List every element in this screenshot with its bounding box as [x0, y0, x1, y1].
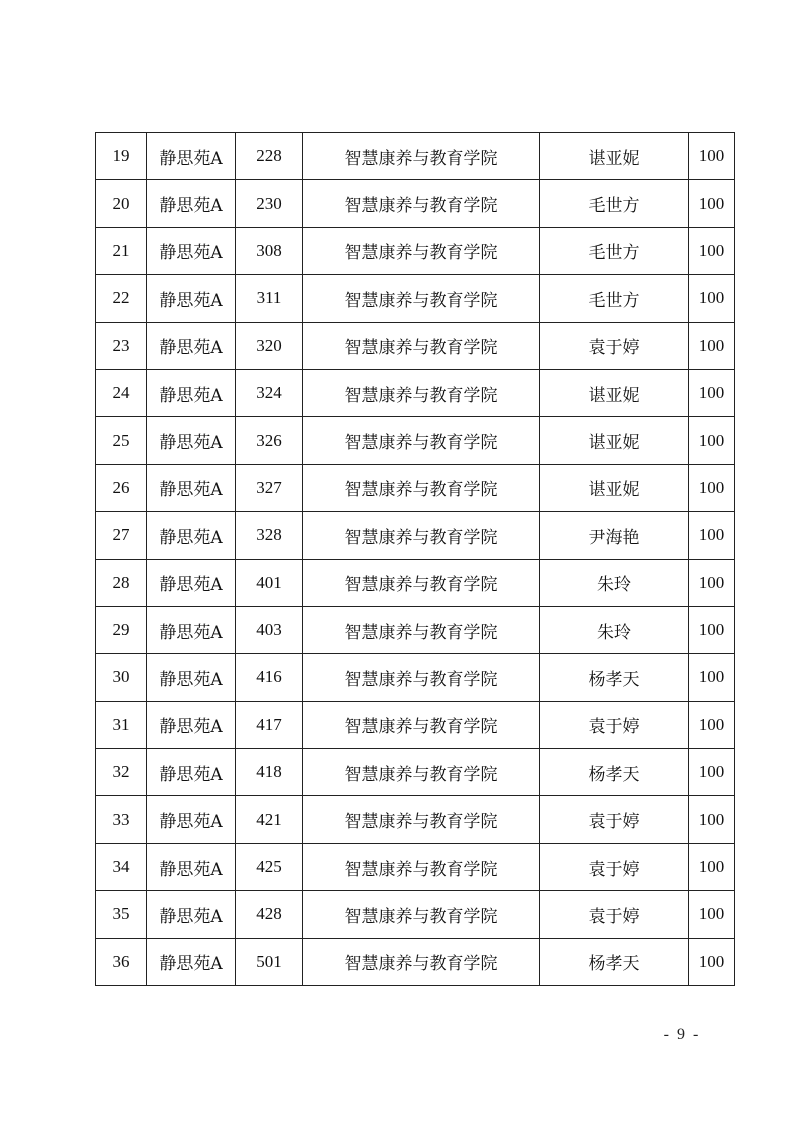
- score-cell: 100: [689, 938, 735, 985]
- room-number-cell: 324: [236, 369, 303, 416]
- table-row: [96, 133, 735, 180]
- score-cell: 100: [689, 796, 735, 843]
- building-cell: 静思苑A: [147, 369, 236, 416]
- room-number-cell: 416: [236, 654, 303, 701]
- college-cell: 智慧康养与教育学院: [303, 133, 540, 180]
- college-cell: 智慧康养与教育学院: [303, 417, 540, 464]
- room-number-cell: 230: [236, 180, 303, 227]
- table-row: [96, 227, 735, 274]
- score-cell: 100: [689, 133, 735, 180]
- person-name-cell: 谌亚妮: [540, 464, 689, 511]
- building-cell: 静思苑A: [147, 464, 236, 511]
- table-row: [96, 322, 735, 369]
- table-row: [96, 180, 735, 227]
- room-number-cell: 326: [236, 417, 303, 464]
- room-number-cell: 327: [236, 464, 303, 511]
- room-number-cell: 425: [236, 843, 303, 890]
- room-number-cell: 501: [236, 938, 303, 985]
- college-cell: 智慧康养与教育学院: [303, 512, 540, 559]
- person-name-cell: 袁于婷: [540, 891, 689, 938]
- table-row: [96, 843, 735, 890]
- building-cell: 静思苑A: [147, 417, 236, 464]
- dormitory-score-table: [95, 132, 735, 986]
- building-cell: 静思苑A: [147, 322, 236, 369]
- row-number-cell: 19: [96, 133, 147, 180]
- building-cell: 静思苑A: [147, 559, 236, 606]
- person-name-cell: 杨孝天: [540, 749, 689, 796]
- score-cell: 100: [689, 417, 735, 464]
- person-name-cell: 毛世方: [540, 275, 689, 322]
- room-number-cell: 418: [236, 749, 303, 796]
- college-cell: 智慧康养与教育学院: [303, 701, 540, 748]
- score-cell: 100: [689, 891, 735, 938]
- score-cell: 100: [689, 512, 735, 559]
- person-name-cell: 毛世方: [540, 180, 689, 227]
- table-row: [96, 891, 735, 938]
- score-cell: 100: [689, 227, 735, 274]
- score-cell: 100: [689, 275, 735, 322]
- table-row: [96, 701, 735, 748]
- college-cell: 智慧康养与教育学院: [303, 275, 540, 322]
- college-cell: 智慧康养与教育学院: [303, 559, 540, 606]
- row-number-cell: 24: [96, 369, 147, 416]
- row-number-cell: 31: [96, 701, 147, 748]
- room-number-cell: 403: [236, 606, 303, 653]
- row-number-cell: 20: [96, 180, 147, 227]
- table-row: [96, 369, 735, 416]
- building-cell: 静思苑A: [147, 275, 236, 322]
- score-cell: 100: [689, 701, 735, 748]
- row-number-cell: 34: [96, 843, 147, 890]
- person-name-cell: 谌亚妮: [540, 369, 689, 416]
- score-cell: 100: [689, 322, 735, 369]
- row-number-cell: 29: [96, 606, 147, 653]
- row-number-cell: 32: [96, 749, 147, 796]
- building-cell: 静思苑A: [147, 133, 236, 180]
- person-name-cell: 谌亚妮: [540, 417, 689, 464]
- row-number-cell: 25: [96, 417, 147, 464]
- college-cell: 智慧康养与教育学院: [303, 606, 540, 653]
- building-cell: 静思苑A: [147, 843, 236, 890]
- college-cell: 智慧康养与教育学院: [303, 796, 540, 843]
- building-cell: 静思苑A: [147, 227, 236, 274]
- college-cell: 智慧康养与教育学院: [303, 227, 540, 274]
- room-number-cell: 308: [236, 227, 303, 274]
- building-cell: 静思苑A: [147, 606, 236, 653]
- table-row: [96, 654, 735, 701]
- score-cell: 100: [689, 843, 735, 890]
- score-cell: 100: [689, 369, 735, 416]
- row-number-cell: 30: [96, 654, 147, 701]
- score-cell: 100: [689, 180, 735, 227]
- person-name-cell: 尹海艳: [540, 512, 689, 559]
- building-cell: 静思苑A: [147, 891, 236, 938]
- row-number-cell: 35: [96, 891, 147, 938]
- room-number-cell: 428: [236, 891, 303, 938]
- row-number-cell: 23: [96, 322, 147, 369]
- building-cell: 静思苑A: [147, 654, 236, 701]
- room-number-cell: 328: [236, 512, 303, 559]
- college-cell: 智慧康养与教育学院: [303, 843, 540, 890]
- building-cell: 静思苑A: [147, 180, 236, 227]
- person-name-cell: 朱玲: [540, 606, 689, 653]
- row-number-cell: 22: [96, 275, 147, 322]
- college-cell: 智慧康养与教育学院: [303, 654, 540, 701]
- table-row: [96, 275, 735, 322]
- score-cell: 100: [689, 464, 735, 511]
- college-cell: 智慧康养与教育学院: [303, 369, 540, 416]
- room-number-cell: 421: [236, 796, 303, 843]
- table-row: [96, 938, 735, 985]
- building-cell: 静思苑A: [147, 512, 236, 559]
- college-cell: 智慧康养与教育学院: [303, 938, 540, 985]
- table-row: [96, 512, 735, 559]
- row-number-cell: 28: [96, 559, 147, 606]
- table-body: [96, 133, 735, 986]
- score-cell: 100: [689, 559, 735, 606]
- page-number: - 9 -: [663, 1026, 701, 1043]
- table-row: [96, 796, 735, 843]
- room-number-cell: 401: [236, 559, 303, 606]
- building-cell: 静思苑A: [147, 796, 236, 843]
- row-number-cell: 36: [96, 938, 147, 985]
- row-number-cell: 26: [96, 464, 147, 511]
- college-cell: 智慧康养与教育学院: [303, 464, 540, 511]
- row-number-cell: 33: [96, 796, 147, 843]
- college-cell: 智慧康养与教育学院: [303, 180, 540, 227]
- room-number-cell: 320: [236, 322, 303, 369]
- person-name-cell: 袁于婷: [540, 796, 689, 843]
- row-number-cell: 27: [96, 512, 147, 559]
- person-name-cell: 袁于婷: [540, 701, 689, 748]
- building-cell: 静思苑A: [147, 701, 236, 748]
- person-name-cell: 杨孝天: [540, 938, 689, 985]
- person-name-cell: 袁于婷: [540, 322, 689, 369]
- person-name-cell: 杨孝天: [540, 654, 689, 701]
- college-cell: 智慧康养与教育学院: [303, 891, 540, 938]
- person-name-cell: 袁于婷: [540, 843, 689, 890]
- table-row: [96, 559, 735, 606]
- table-row: [96, 464, 735, 511]
- room-number-cell: 228: [236, 133, 303, 180]
- score-cell: 100: [689, 654, 735, 701]
- table-row: [96, 749, 735, 796]
- room-number-cell: 417: [236, 701, 303, 748]
- score-cell: 100: [689, 749, 735, 796]
- room-number-cell: 311: [236, 275, 303, 322]
- score-cell: 100: [689, 606, 735, 653]
- person-name-cell: 谌亚妮: [540, 133, 689, 180]
- person-name-cell: 朱玲: [540, 559, 689, 606]
- table-row: [96, 606, 735, 653]
- table-row: [96, 417, 735, 464]
- building-cell: 静思苑A: [147, 749, 236, 796]
- college-cell: 智慧康养与教育学院: [303, 749, 540, 796]
- college-cell: 智慧康养与教育学院: [303, 322, 540, 369]
- person-name-cell: 毛世方: [540, 227, 689, 274]
- row-number-cell: 21: [96, 227, 147, 274]
- building-cell: 静思苑A: [147, 938, 236, 985]
